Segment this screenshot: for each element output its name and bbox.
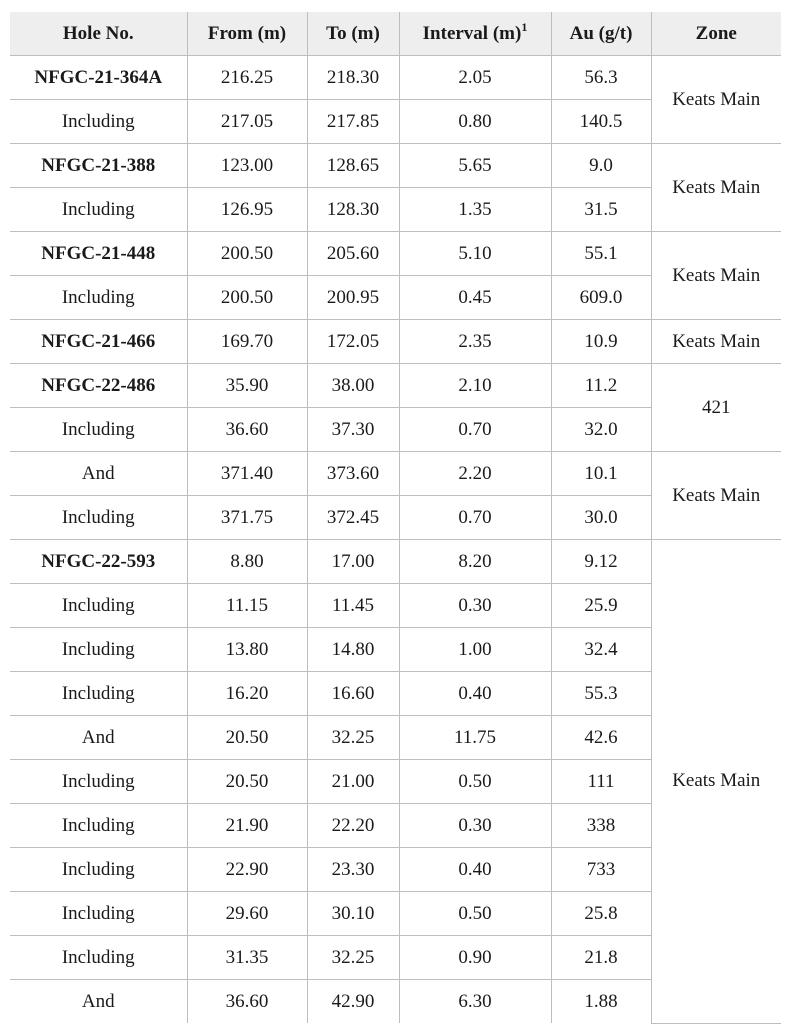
cell-from: 21.90 <box>187 804 307 848</box>
cell-interval: 2.35 <box>399 320 551 364</box>
cell-from: 11.15 <box>187 584 307 628</box>
cell-to: 16.60 <box>307 672 399 716</box>
cell-hole-no: NFGC-21-388 <box>10 144 187 188</box>
cell-au: 9.12 <box>551 540 651 584</box>
cell-hole-no: Including <box>10 584 187 628</box>
header-from: From (m) <box>187 12 307 56</box>
cell-interval: 5.65 <box>399 144 551 188</box>
header-interval-label: Interval (m) <box>422 22 522 44</box>
footnote-marker: 1 <box>521 19 528 34</box>
cell-interval: 0.45 <box>399 276 551 320</box>
cell-interval: 11.75 <box>399 716 551 760</box>
cell-from: 200.50 <box>187 276 307 320</box>
cell-to: 37.30 <box>307 408 399 452</box>
cell-interval: 1.00 <box>399 628 551 672</box>
cell-zone: Keats Main <box>651 56 781 144</box>
cell-hole-no: Including <box>10 408 187 452</box>
cell-au: 733 <box>551 848 651 892</box>
cell-au: 1.88 <box>551 980 651 1024</box>
cell-to: 38.00 <box>307 364 399 408</box>
cell-au: 9.0 <box>551 144 651 188</box>
cell-from: 123.00 <box>187 144 307 188</box>
cell-au: 30.0 <box>551 496 651 540</box>
cell-au: 140.5 <box>551 100 651 144</box>
cell-to: 17.00 <box>307 540 399 584</box>
cell-hole-no: And <box>10 980 187 1024</box>
cell-interval: 0.30 <box>399 584 551 628</box>
cell-from: 16.20 <box>187 672 307 716</box>
cell-hole-no: Including <box>10 760 187 804</box>
cell-from: 216.25 <box>187 56 307 100</box>
cell-from: 13.80 <box>187 628 307 672</box>
table-body <box>10 56 781 1024</box>
cell-to: 128.65 <box>307 144 399 188</box>
cell-au: 609.0 <box>551 276 651 320</box>
cell-interval: 0.80 <box>399 100 551 144</box>
cell-interval: 2.10 <box>399 364 551 408</box>
cell-au: 32.4 <box>551 628 651 672</box>
header-au: Au (g/t) <box>551 12 651 56</box>
header-to: To (m) <box>307 12 399 56</box>
cell-au: 111 <box>551 760 651 804</box>
cell-to: 32.25 <box>307 936 399 980</box>
cell-from: 31.35 <box>187 936 307 980</box>
cell-from: 29.60 <box>187 892 307 936</box>
cell-zone: Keats Main <box>651 452 781 540</box>
cell-to: 30.10 <box>307 892 399 936</box>
cell-hole-no: NFGC-21-364A <box>10 56 187 100</box>
cell-to: 32.25 <box>307 716 399 760</box>
table-row <box>10 56 781 100</box>
cell-hole-no: NFGC-22-486 <box>10 364 187 408</box>
cell-au: 25.9 <box>551 584 651 628</box>
cell-to: 217.85 <box>307 100 399 144</box>
cell-hole-no: NFGC-22-593 <box>10 540 187 584</box>
header-row <box>10 12 781 56</box>
cell-au: 10.1 <box>551 452 651 496</box>
cell-zone: Keats Main <box>651 320 781 364</box>
cell-hole-no: And <box>10 452 187 496</box>
cell-to: 22.20 <box>307 804 399 848</box>
cell-au: 32.0 <box>551 408 651 452</box>
header-hole-no: Hole No. <box>10 12 187 56</box>
cell-from: 22.90 <box>187 848 307 892</box>
table-row <box>10 540 781 584</box>
cell-interval: 0.50 <box>399 760 551 804</box>
cell-from: 20.50 <box>187 716 307 760</box>
cell-interval: 5.10 <box>399 232 551 276</box>
table-row <box>10 144 781 188</box>
cell-from: 36.60 <box>187 980 307 1024</box>
cell-hole-no: And <box>10 716 187 760</box>
cell-hole-no: Including <box>10 672 187 716</box>
cell-to: 205.60 <box>307 232 399 276</box>
cell-zone: Keats Main <box>651 144 781 232</box>
cell-interval: 0.50 <box>399 892 551 936</box>
cell-hole-no: Including <box>10 276 187 320</box>
cell-au: 338 <box>551 804 651 848</box>
cell-hole-no: Including <box>10 628 187 672</box>
cell-zone: Keats Main <box>651 232 781 320</box>
cell-hole-no: Including <box>10 936 187 980</box>
cell-from: 8.80 <box>187 540 307 584</box>
table-row <box>10 320 781 364</box>
cell-to: 23.30 <box>307 848 399 892</box>
cell-to: 42.90 <box>307 980 399 1024</box>
cell-au: 31.5 <box>551 188 651 232</box>
cell-au: 25.8 <box>551 892 651 936</box>
cell-interval: 2.20 <box>399 452 551 496</box>
cell-hole-no: NFGC-21-448 <box>10 232 187 276</box>
cell-hole-no: Including <box>10 188 187 232</box>
cell-from: 217.05 <box>187 100 307 144</box>
cell-zone: Keats Main <box>651 540 781 1024</box>
cell-interval: 1.35 <box>399 188 551 232</box>
table-row <box>10 452 781 496</box>
cell-interval: 8.20 <box>399 540 551 584</box>
cell-interval: 0.90 <box>399 936 551 980</box>
cell-interval: 0.70 <box>399 496 551 540</box>
cell-from: 35.90 <box>187 364 307 408</box>
cell-hole-no: Including <box>10 848 187 892</box>
cell-to: 14.80 <box>307 628 399 672</box>
cell-to: 200.95 <box>307 276 399 320</box>
cell-to: 11.45 <box>307 584 399 628</box>
table-row <box>10 232 781 276</box>
cell-to: 218.30 <box>307 56 399 100</box>
cell-au: 10.9 <box>551 320 651 364</box>
cell-hole-no: Including <box>10 496 187 540</box>
cell-from: 36.60 <box>187 408 307 452</box>
cell-hole-no: NFGC-21-466 <box>10 320 187 364</box>
cell-from: 20.50 <box>187 760 307 804</box>
cell-au: 21.8 <box>551 936 651 980</box>
cell-hole-no: Including <box>10 100 187 144</box>
cell-interval: 0.30 <box>399 804 551 848</box>
cell-au: 55.3 <box>551 672 651 716</box>
cell-to: 373.60 <box>307 452 399 496</box>
cell-to: 21.00 <box>307 760 399 804</box>
cell-au: 42.6 <box>551 716 651 760</box>
cell-zone: 421 <box>651 364 781 452</box>
cell-interval: 2.05 <box>399 56 551 100</box>
cell-interval: 0.70 <box>399 408 551 452</box>
cell-hole-no: Including <box>10 892 187 936</box>
drill-results-table <box>10 12 781 1024</box>
cell-au: 56.3 <box>551 56 651 100</box>
cell-interval: 6.30 <box>399 980 551 1024</box>
cell-from: 126.95 <box>187 188 307 232</box>
cell-from: 200.50 <box>187 232 307 276</box>
cell-interval: 0.40 <box>399 672 551 716</box>
cell-from: 371.40 <box>187 452 307 496</box>
table-row <box>10 364 781 408</box>
cell-from: 371.75 <box>187 496 307 540</box>
cell-to: 128.30 <box>307 188 399 232</box>
cell-to: 172.05 <box>307 320 399 364</box>
cell-au: 55.1 <box>551 232 651 276</box>
cell-to: 372.45 <box>307 496 399 540</box>
cell-interval: 0.40 <box>399 848 551 892</box>
header-interval <box>399 12 551 56</box>
cell-from: 169.70 <box>187 320 307 364</box>
header-zone: Zone <box>651 12 781 56</box>
cell-hole-no: Including <box>10 804 187 848</box>
cell-au: 11.2 <box>551 364 651 408</box>
